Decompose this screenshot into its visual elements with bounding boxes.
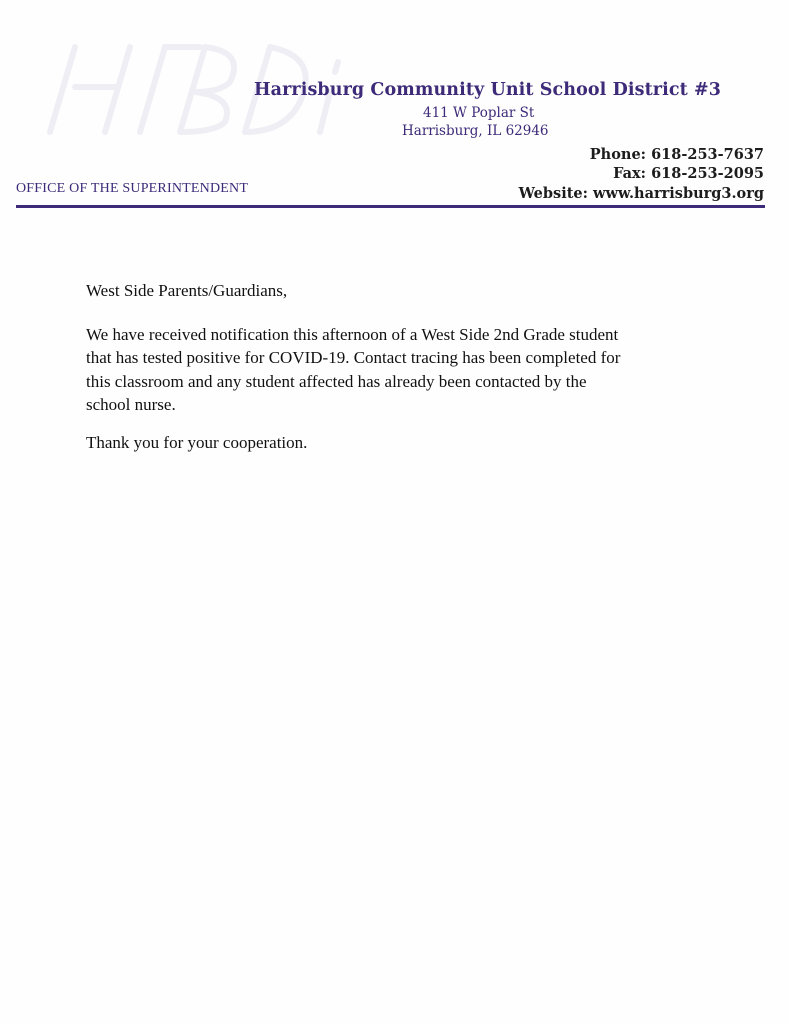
letter-body (86, 279, 726, 468)
phone-number: Phone: 618-253-7637 (589, 146, 764, 163)
fax-number: Fax: 618-253-2095 (613, 165, 764, 182)
header-divider (16, 205, 765, 208)
website: Website: www.harrisburg3.org (518, 185, 764, 202)
letter-line: this classroom and any student affected has already been contacted by the (86, 371, 587, 391)
letter-paragraph (86, 323, 726, 417)
office-title: OFFICE OF THE SUPERINTENDENT (16, 181, 249, 196)
letter-line: school nurse. (86, 395, 176, 414)
street-address: 411 W Poplar St (423, 105, 535, 121)
letter-line: We have received notification this afternoon of a West Side 2nd Grade student (86, 324, 619, 344)
letter-line: that has tested positive for COVID-19. Contact tracing has been completed for (86, 348, 621, 367)
district-name: Harrisburg Community Unit School District #3 (254, 80, 722, 100)
letter-closing: Thank you for your cooperation. (86, 432, 308, 452)
city-state-zip: Harrisburg, IL 62946 (402, 123, 549, 139)
letter-greeting: West Side Parents/Guardians, (86, 281, 288, 300)
